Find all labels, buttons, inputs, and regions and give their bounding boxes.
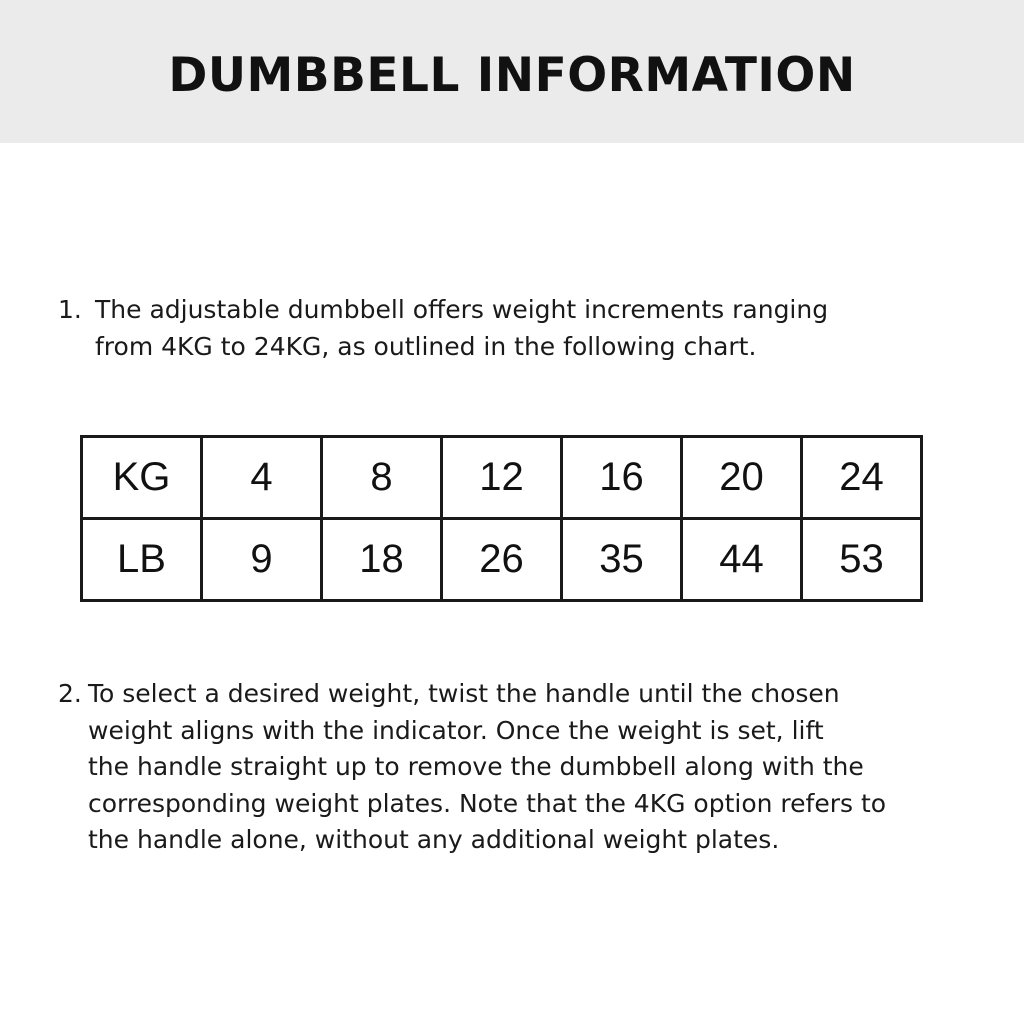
table-row-lb: [82, 519, 922, 601]
row-label-kg: KG: [82, 437, 202, 519]
item-number: 2.: [58, 679, 82, 708]
item-text-line: weight aligns with the indicator. Once the weight is set, lift: [88, 715, 824, 745]
table-cell: 18: [322, 519, 442, 601]
table-cell: 26: [442, 519, 562, 601]
table-cell: 4: [202, 437, 322, 519]
item-text-line: from 4KG to 24KG, as outlined in the following chart.: [95, 331, 757, 361]
row-label-lb: LB: [82, 519, 202, 601]
item-text-line: corresponding weight plates. Note that the 4KG option refers to: [88, 788, 887, 818]
table-cell: 24: [802, 437, 922, 519]
table-cell: 12: [442, 437, 562, 519]
table-cell: 16: [562, 437, 682, 519]
table-cell: 53: [802, 519, 922, 601]
table-cell: 20: [682, 437, 802, 519]
page-title: DUMBBELL INFORMATION: [168, 48, 856, 103]
item-text-line: To select a desired weight, twist the handle until the chosen: [88, 679, 840, 708]
item-text-line: The adjustable dumbbell offers weight increments ranging: [95, 295, 829, 324]
item-text-line: the handle straight up to remove the dumbbell along with the: [88, 752, 864, 781]
table-cell: 35: [562, 519, 682, 601]
table-row-kg: [82, 437, 922, 519]
header-banner: [0, 0, 1024, 143]
item-number: 1.: [58, 295, 82, 324]
weight-conversion-table: [80, 435, 923, 602]
item-text-line: the handle alone, without any additional weight plates.: [88, 825, 780, 854]
table-cell: 44: [682, 519, 802, 601]
table-cell: 9: [202, 519, 322, 601]
table-cell: 8: [322, 437, 442, 519]
